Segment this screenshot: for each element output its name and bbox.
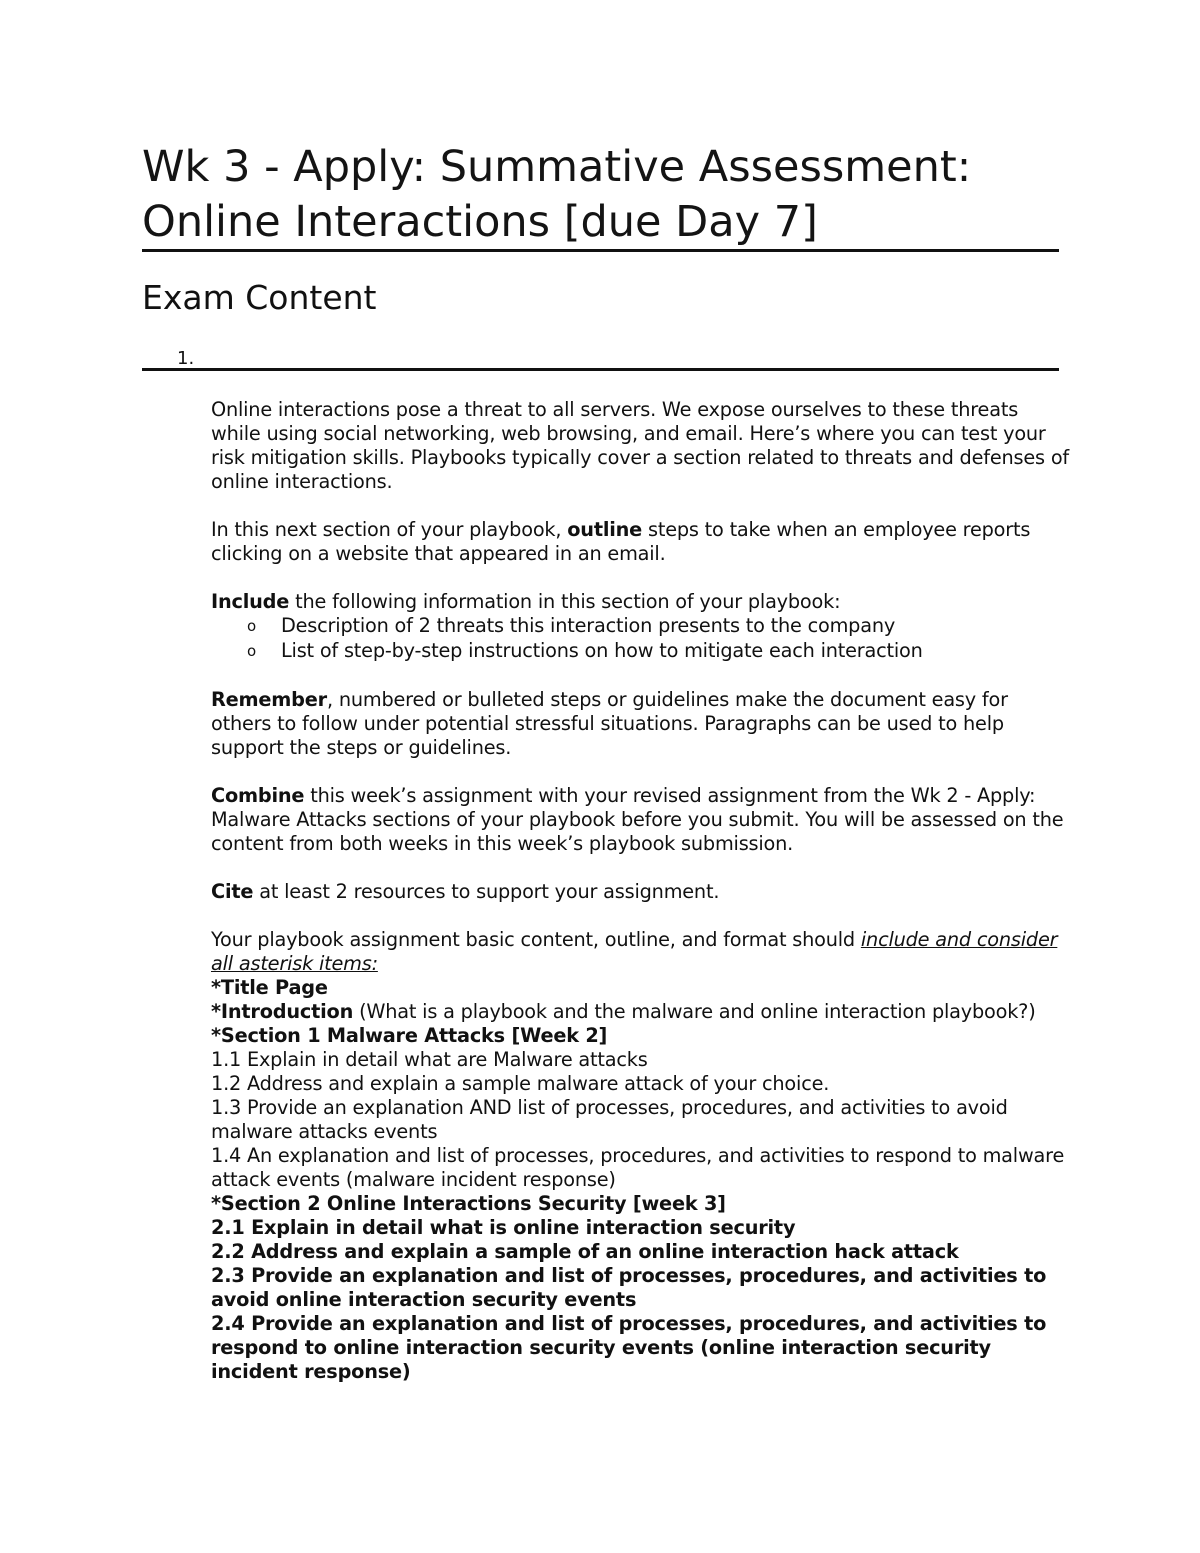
format-emphasis: include and consider all asterisk items: bbox=[211, 928, 1058, 975]
outline-paragraph-pre: In this next section of your playbook, bbox=[211, 518, 562, 541]
include-paragraph bbox=[211, 590, 1071, 614]
playbook-outline bbox=[211, 928, 1071, 1384]
section-heading: Exam Content bbox=[142, 278, 377, 317]
outline-keyword: outline bbox=[567, 518, 643, 541]
combine-paragraph bbox=[211, 784, 1071, 856]
intro-paragraph: Online interactions pose a threat to all servers. We expose ourselves to these threats while using social networking, web browsing, and email. Here’s where you can test your risk mitigation skills. Playbooks typically cover a section related to threats and defenses of online interactions. bbox=[211, 398, 1069, 493]
title-underline bbox=[142, 249, 1059, 252]
bullet-marker-icon: o bbox=[247, 617, 256, 635]
question-body bbox=[211, 398, 1071, 1384]
cite-paragraph-post: at least 2 resources to support your assignment. bbox=[259, 880, 720, 903]
include-paragraph-post: the following information in this section of your playbook: bbox=[295, 590, 841, 613]
list-item bbox=[211, 614, 1071, 639]
outline-item-1-1: 1.1 Explain in detail what are Malware attacks bbox=[211, 1048, 648, 1071]
format-paragraph-pre: Your playbook assignment basic content, outline, and format should bbox=[211, 928, 855, 951]
format-paragraph bbox=[211, 928, 1071, 976]
remember-paragraph-post: , numbered or bulleted steps or guidelines make the document easy for others to follow under potential stressful situations. Paragraphs can be used to help support the steps or guidelines. bbox=[211, 688, 1008, 759]
outline-paragraph bbox=[211, 518, 1071, 566]
document-title: Wk 3 - Apply: Summative Assessment: Online Interactions [due Day 7] bbox=[142, 142, 972, 247]
outline-item-2-4: 2.4 Provide an explanation and list of processes, procedures, and activities to respond to online interaction security events (online interaction security incident response) bbox=[211, 1312, 1047, 1383]
combine-paragraph-post: this week’s assignment with your revised assignment from the Wk 2 - Apply: Malware Attacks sections of your playbook before you submit. You will be assessed on the content from both weeks in this week’s playbook submission. bbox=[211, 784, 1064, 855]
remember-keyword: Remember bbox=[211, 688, 327, 711]
outline-item-2-1: 2.1 Explain in detail what is online interaction security bbox=[211, 1216, 796, 1239]
bullet-text: List of step-by-step instructions on how to mitigate each interaction bbox=[281, 639, 923, 662]
outline-section-1: *Section 1 Malware Attacks [Week 2] bbox=[211, 1024, 608, 1047]
outline-paragraph-post: steps to take when an employee reports clicking on a website that appeared in an email. bbox=[211, 518, 1031, 565]
cite-keyword: Cite bbox=[211, 880, 254, 903]
outline-item-2-2: 2.2 Address and explain a sample of an online interaction hack attack bbox=[211, 1240, 959, 1263]
bullet-marker-icon: o bbox=[247, 642, 256, 660]
outline-item-1-2: 1.2 Address and explain a sample malware attack of your choice. bbox=[211, 1072, 830, 1095]
outline-item-1-4: 1.4 An explanation and list of processes, procedures, and activities to respond to malware attack events (malware incident response) bbox=[211, 1144, 1065, 1191]
combine-keyword: Combine bbox=[211, 784, 305, 807]
question-number: 1. bbox=[177, 348, 195, 369]
outline-item-2-3: 2.3 Provide an explanation and list of processes, procedures, and activities to avoid online interaction security events bbox=[211, 1264, 1047, 1311]
list-item bbox=[211, 639, 1071, 664]
outline-introduction bbox=[211, 1000, 1071, 1024]
question-divider bbox=[142, 368, 1059, 371]
outline-introduction-text: (What is a playbook and the malware and online interaction playbook?) bbox=[359, 1000, 1036, 1023]
outline-item-1-3: 1.3 Provide an explanation AND list of processes, procedures, and activities to avoid malware attacks events bbox=[211, 1096, 1008, 1143]
outline-introduction-label: *Introduction bbox=[211, 1000, 354, 1023]
outline-section-2: *Section 2 Online Interactions Security [week 3] bbox=[211, 1192, 726, 1215]
remember-paragraph bbox=[211, 688, 1071, 760]
bullet-text: Description of 2 threats this interaction presents to the company bbox=[281, 614, 896, 637]
outline-title-page: *Title Page bbox=[211, 976, 328, 999]
cite-paragraph bbox=[211, 880, 1071, 904]
include-bullet-list bbox=[211, 614, 1071, 664]
include-keyword: Include bbox=[211, 590, 290, 613]
